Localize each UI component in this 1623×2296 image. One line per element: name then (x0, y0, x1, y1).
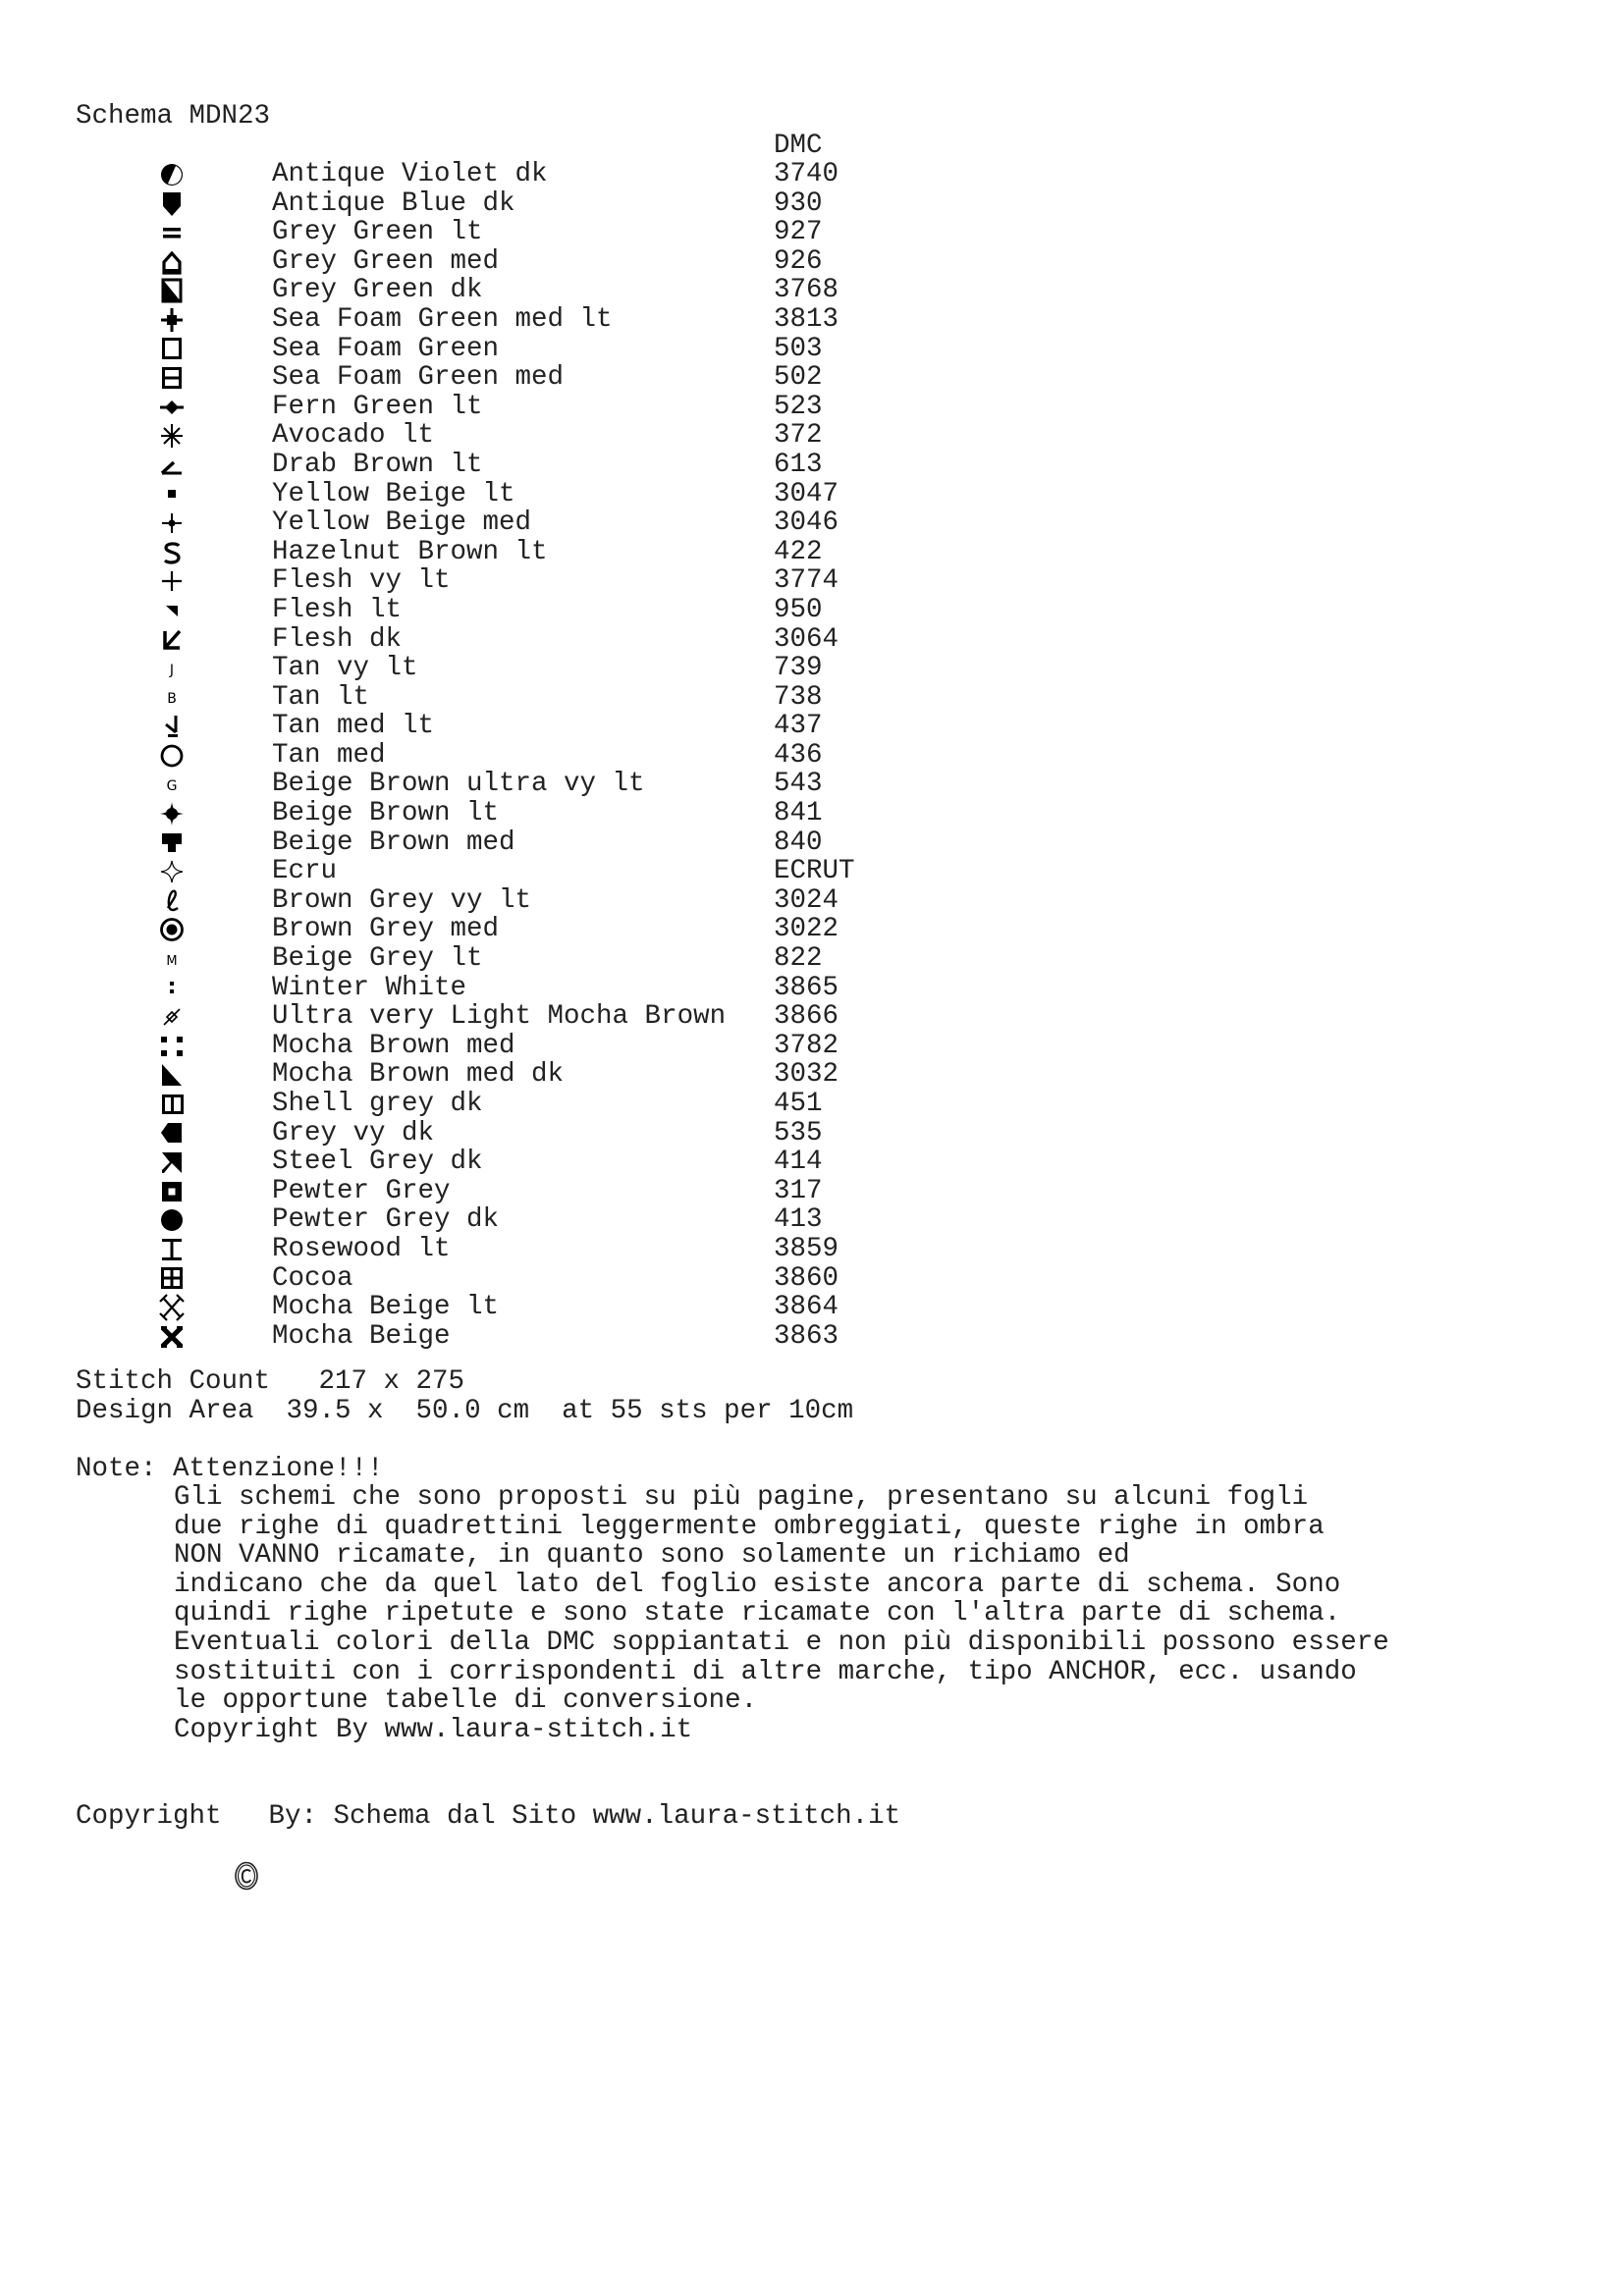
square-diagonal-half-icon (157, 276, 187, 305)
dmc-code: 3859 (774, 1233, 839, 1264)
asterisk-icon (157, 421, 187, 451)
color-name: Grey Green med (272, 245, 500, 277)
color-name: Shell grey dk (272, 1089, 483, 1119)
copyright-prefix: Copyright (76, 1801, 222, 1832)
color-name: Tan med (272, 739, 386, 771)
arrow-block-icon (157, 1148, 187, 1177)
legend-row (0, 683, 982, 713)
letter-b-icon (157, 683, 187, 713)
circle-half-slash-icon (157, 160, 187, 189)
dmc-code: 3782 (774, 1030, 839, 1061)
color-name: Hazelnut Brown lt (272, 536, 548, 567)
color-name: Flesh lt (272, 594, 403, 625)
legend-row (0, 566, 982, 596)
legend-row (0, 828, 982, 858)
legend-row (0, 451, 982, 480)
color-name: Beige Brown ultra vy lt (272, 769, 645, 800)
color-name: Yellow Beige med (272, 507, 532, 539)
legend-row (0, 480, 982, 509)
color-name: Grey Green lt (272, 217, 483, 248)
dmc-code: 437 (774, 711, 823, 742)
legend-row (0, 799, 982, 828)
dmc-code: 3768 (774, 275, 839, 306)
dmc-code: 3863 (774, 1320, 839, 1352)
star-four-outline-icon (157, 857, 187, 886)
dmc-code: 3064 (774, 623, 839, 655)
dmc-code: 841 (774, 798, 823, 829)
legend-row (0, 1293, 982, 1322)
color-name: Brown Grey vy lt (272, 884, 532, 916)
dmc-code: 3813 (774, 303, 839, 335)
house-outline-icon (157, 247, 187, 277)
script-l-icon (157, 886, 187, 916)
colon-icon (157, 974, 187, 1003)
svg-text:G: G (166, 778, 178, 795)
legend-row (0, 276, 982, 305)
color-name: Ultra very Light Mocha Brown (272, 1001, 727, 1033)
note-line: due righe di quadrettini leggermente ombreggiati, queste righe in ombra (174, 1511, 1325, 1542)
note-line: Copyright By www.laura-stitch.it (174, 1714, 693, 1745)
letter-g-icon (157, 770, 187, 799)
letter-j-icon (157, 654, 187, 683)
note-line: indicano che da quel lato del foglio esiste ancora parte di schema. Sono (174, 1569, 1341, 1600)
dmc-code: 3774 (774, 565, 839, 597)
legend-row (0, 886, 982, 916)
dmc-code: 422 (774, 536, 823, 567)
legend-row (0, 218, 982, 247)
color-name: Yellow Beige lt (272, 478, 515, 509)
color-name: Tan med lt (272, 711, 435, 742)
note-line: NON VANNO ricamate, in quanto sono solamente un richiamo ed (174, 1540, 1130, 1572)
hook-icon (157, 712, 187, 741)
color-name: Mocha Brown med dk (272, 1059, 565, 1091)
t-block-icon (157, 828, 187, 858)
color-name: Beige Brown lt (272, 798, 500, 829)
legend-row (0, 915, 982, 944)
legend-row (0, 944, 982, 974)
dmc-code: 543 (774, 769, 823, 800)
dmc-code: 317 (774, 1175, 823, 1206)
legend-row (0, 596, 982, 625)
i-beam-icon (157, 1235, 187, 1264)
dmc-code: 436 (774, 739, 823, 771)
bullseye-icon (157, 915, 187, 944)
filled-circle-icon (157, 1205, 187, 1235)
legend-row (0, 160, 982, 189)
dmc-code: 3047 (774, 478, 839, 509)
legend-row (0, 712, 982, 741)
letter-m-icon (157, 944, 187, 974)
dmc-code: 739 (774, 653, 823, 684)
color-name: Flesh vy lt (272, 565, 451, 597)
star-four-filled-icon (157, 799, 187, 828)
dmc-column-header: DMC (774, 131, 823, 161)
color-name: Beige Brown med (272, 827, 515, 858)
plus-icon (157, 566, 187, 596)
arrow-down-left-icon (157, 625, 187, 655)
dmc-code: 502 (774, 362, 823, 394)
dmc-code: 503 (774, 333, 823, 364)
legend-row (0, 1205, 982, 1235)
legend-row (0, 770, 982, 799)
x-bars-icon (157, 1293, 187, 1322)
legend-row (0, 247, 982, 277)
circle-outline-icon (157, 741, 187, 771)
stitch-count: Stitch Count 217 x 275 (76, 1366, 465, 1397)
color-name: Grey vy dk (272, 1117, 435, 1148)
four-dots-icon (157, 1032, 187, 1061)
dmc-code: 738 (774, 681, 823, 713)
bold-x-icon (157, 1322, 187, 1352)
color-name: Antique Blue dk (272, 187, 515, 219)
color-name: Ecru (272, 856, 338, 887)
copyright-icon (232, 1802, 261, 1832)
letter-s-icon (157, 538, 187, 567)
svg-text:J: J (169, 662, 175, 678)
square-split-horizontal-icon (157, 363, 187, 393)
color-name: Tan vy lt (272, 653, 418, 684)
document-title: Schema MDN23 (76, 101, 271, 132)
legend-row (0, 974, 982, 1003)
copyright-footer (76, 1802, 900, 1832)
dmc-code: 3046 (774, 507, 839, 539)
color-name: Sea Foam Green med (272, 362, 565, 394)
legend-row (0, 508, 982, 538)
svg-text:B: B (167, 691, 177, 708)
dmc-code: 3032 (774, 1059, 839, 1091)
legend-row (0, 189, 982, 219)
dmc-code: 523 (774, 391, 823, 422)
note-body (174, 1483, 1389, 1744)
color-name: Sea Foam Green med lt (272, 303, 613, 335)
legend-row (0, 1235, 982, 1264)
legend-row (0, 363, 982, 393)
dmc-code: 3740 (774, 159, 839, 189)
legend-row (0, 335, 982, 364)
shield-down-icon (157, 189, 187, 219)
thin-cross-dot-icon (157, 508, 187, 538)
small-square-icon (157, 480, 187, 509)
dmc-code: 822 (774, 943, 823, 975)
legend-row (0, 857, 982, 886)
color-legend (0, 160, 982, 1351)
square-with-dot-icon (157, 1177, 187, 1206)
note-heading: Note: Attenzione!!! (76, 1454, 384, 1484)
legend-row (0, 741, 982, 771)
legend-row (0, 1060, 982, 1090)
grid-square-icon (157, 1264, 187, 1294)
dmc-code: 413 (774, 1204, 823, 1236)
dmc-code: 950 (774, 594, 823, 625)
dmc-code: 3866 (774, 1001, 839, 1033)
color-name: Fern Green lt (272, 391, 483, 422)
legend-row (0, 1177, 982, 1206)
color-name: Flesh dk (272, 623, 403, 655)
dmc-code: 3860 (774, 1262, 839, 1294)
copyright-suffix: By: Schema dal Sito www.laura-stitch.it (268, 1801, 901, 1832)
dmc-code: 613 (774, 449, 823, 480)
color-name: Mocha Beige (272, 1320, 451, 1352)
color-name: Tan lt (272, 681, 370, 713)
color-name: Pewter Grey (272, 1175, 451, 1206)
color-name: Mocha Beige lt (272, 1292, 500, 1323)
dmc-code: 927 (774, 217, 823, 248)
dmc-code: 926 (774, 245, 823, 277)
dmc-code: 930 (774, 187, 823, 219)
note-line: le opportune tabelle di conversione. (174, 1685, 758, 1717)
color-name: Winter White (272, 972, 467, 1003)
equals-icon (157, 218, 187, 247)
note-line: Eventuali colori della DMC soppiantati e non più disponibili possono essere (174, 1627, 1389, 1658)
color-name: Grey Green dk (272, 275, 483, 306)
cross-dot-icon (157, 305, 187, 335)
dmc-code: 3865 (774, 972, 839, 1003)
svg-text:M: M (166, 953, 178, 969)
legend-row (0, 305, 982, 335)
pentagon-left-icon (157, 1119, 187, 1148)
note-line: Gli schemi che sono proposti su più pagine, presentano su alcuni fogli (174, 1482, 1309, 1513)
small-triangle-icon (157, 596, 187, 625)
slashed-diamond-icon (157, 1002, 187, 1032)
dmc-code: 451 (774, 1089, 823, 1119)
legend-row (0, 421, 982, 451)
right-triangle-icon (157, 1060, 187, 1090)
legend-row (0, 1148, 982, 1177)
color-name: Mocha Brown med (272, 1030, 515, 1061)
color-name: Brown Grey med (272, 914, 500, 945)
color-name: Avocado lt (272, 420, 435, 452)
design-area: Design Area 39.5 x 50.0 cm at 55 sts per 10cm (76, 1396, 854, 1426)
dmc-code: 414 (774, 1147, 823, 1178)
color-name: Beige Grey lt (272, 943, 483, 975)
dmc-code: ECRUT (774, 856, 855, 887)
legend-row (0, 1032, 982, 1061)
square-outline-icon (157, 335, 187, 364)
dmc-code: 3022 (774, 914, 839, 945)
note-line: quindi righe ripetute e sono state ricamate con l'altra parte di schema. (174, 1598, 1341, 1629)
legend-row (0, 1002, 982, 1032)
color-name: Sea Foam Green (272, 333, 500, 364)
color-name: Steel Grey dk (272, 1147, 483, 1178)
color-name: Cocoa (272, 1262, 353, 1294)
angle-icon (157, 451, 187, 480)
legend-row (0, 1119, 982, 1148)
legend-row (0, 1322, 982, 1352)
legend-row (0, 393, 982, 422)
diamond-bar-icon (157, 393, 187, 422)
dmc-code: 372 (774, 420, 823, 452)
color-name: Antique Violet dk (272, 159, 548, 189)
color-name: Pewter Grey dk (272, 1204, 500, 1236)
dmc-code: 535 (774, 1117, 823, 1148)
dmc-code: 3024 (774, 884, 839, 916)
legend-row (0, 654, 982, 683)
legend-row (0, 538, 982, 567)
color-name: Rosewood lt (272, 1233, 451, 1264)
note-line: sostituiti con i corrispondenti di altre marche, tipo ANCHOR, ecc. usando (174, 1656, 1357, 1687)
color-name: Drab Brown lt (272, 449, 483, 480)
legend-row (0, 1264, 982, 1294)
square-split-vertical-icon (157, 1090, 187, 1119)
dmc-code: 3864 (774, 1292, 839, 1323)
legend-row (0, 1090, 982, 1119)
dmc-code: 840 (774, 827, 823, 858)
legend-row (0, 625, 982, 655)
